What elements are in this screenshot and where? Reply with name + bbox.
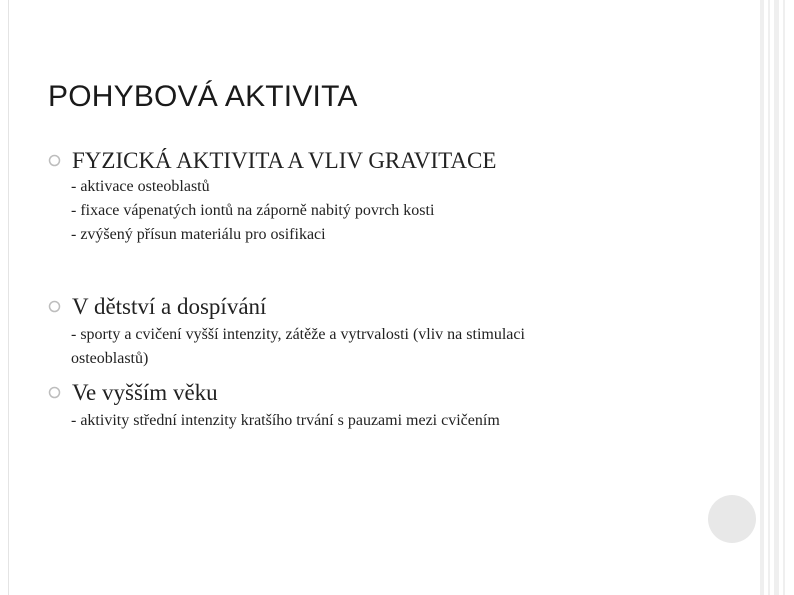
bullet-1-line-3: - zvýšený přísun materiálu pro osifikaci [71, 226, 326, 243]
decorative-circle [708, 495, 756, 543]
bullet-1-line-1: - aktivace osteoblastů [71, 178, 210, 195]
bullet-2-line-1: - sporty a cvičení vyšší intenzity, zátěže a vytrvalosti (vliv na stimulaci [71, 326, 525, 343]
bullet-1-line-2: - fixace vápenatých iontů na záporně nabitý povrch kosti [71, 202, 435, 219]
bullet-2-details [71, 323, 525, 371]
bullet-1-details [71, 175, 434, 247]
circle-bullet-icon [48, 154, 61, 167]
slide-title: POHYBOVÁ AKTIVITA [48, 80, 358, 113]
bullet-3-line-1: - aktivity střední intenzity kratšího trvání s pauzami mezi cvičením [71, 412, 500, 429]
decorative-side-bars [758, 0, 794, 595]
bullet-heading-2: V dětství a dospívání [72, 294, 267, 319]
bullet-2-line-2: osteoblastů) [71, 350, 149, 367]
circle-bullet-icon [48, 300, 61, 313]
circle-bullet-icon [48, 386, 61, 399]
bullet-heading-1: FYZICKÁ AKTIVITA A VLIV GRAVITACE [72, 148, 497, 173]
bullet-3-details [71, 409, 500, 433]
bullet-heading-3: Ve vyšším věku [72, 380, 218, 405]
